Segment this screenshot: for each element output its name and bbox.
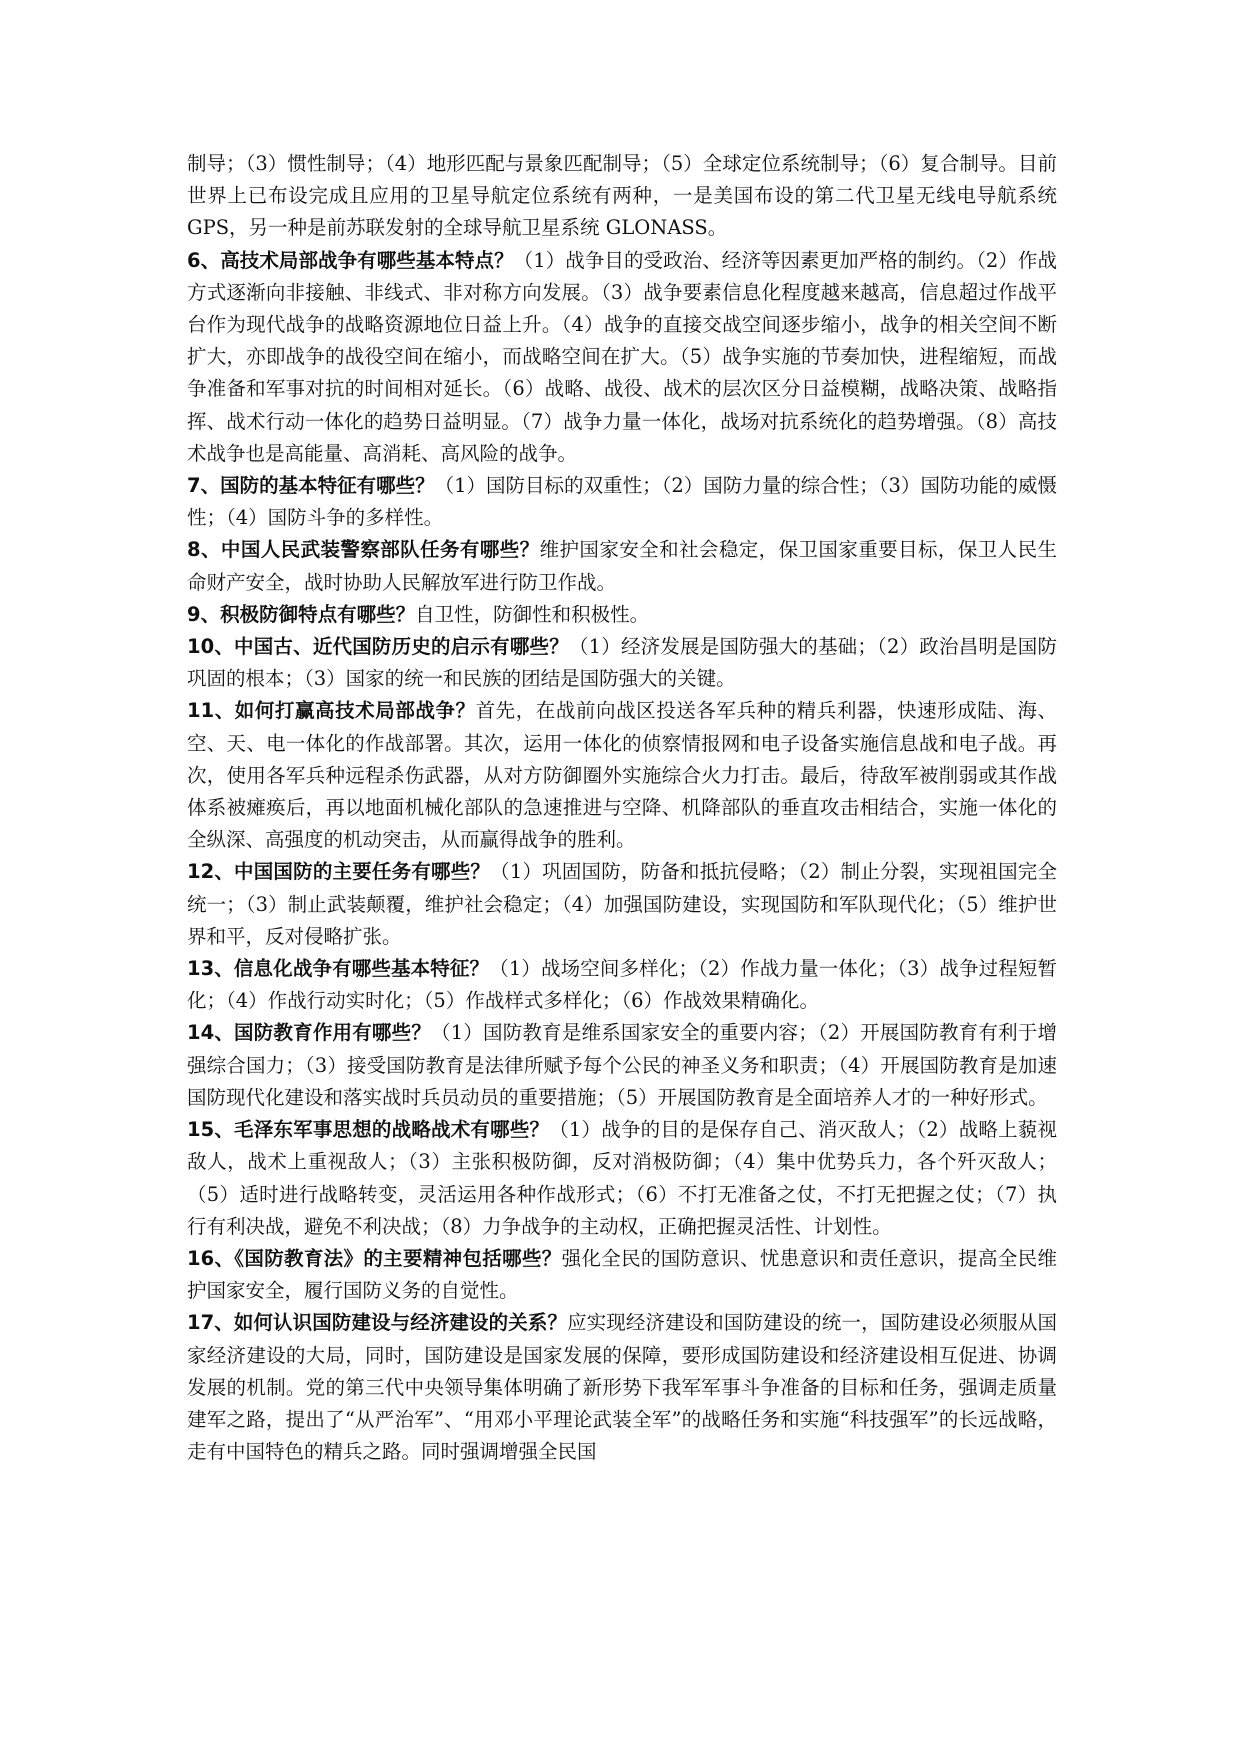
answer-7: （1）国防目标的双重性；（2）国防力量的综合性；（3）国防功能的威慑性；（4）国防斗争的多样性。 [187,474,1057,530]
qa-item-12 [187,856,1057,953]
answer-12: （1）巩固国防，防备和抵抗侵略；（2）制止分裂，实现祖国完全统一；（3）制止武装颠覆，维护社会稳定；（4）加强国防建设，实现国防和军队现代化；（5）维护世界和平，反对侵略扩张。 [187,860,1057,948]
qa-item-6 [187,245,1057,470]
answer-10: （1）经济发展是国防强大的基础；（2）政治昌明是国防巩固的根本；（3）国家的统一和民族的团结是国防强大的关键。 [187,635,1057,691]
question-6: 6、高技术局部战争有哪些基本特点？ [187,248,514,272]
qa-item-16 [187,1243,1057,1307]
question-15: 15、毛泽东军事思想的战略战术有哪些？ [187,1118,550,1142]
question-13: 13、信息化战争有哪些基本特征？ [187,957,490,981]
answer-11: 首先，在战前向战区投送各军兵种的精兵利器，快速形成陆、海、空、天、电一体化的作战部署。其次，运用一体化的侦察情报网和电子设备实施信息战和电子战。再次，使用各军兵种远程杀伤武器，从对方防御圈外实施综合火力打击。最后，待敌军被削弱或其作战体系被瘫痪后，再以地面机械化部队的急速推进与空降、机降部队的垂直攻击相结合，实施一体化的全纵深、高强度的机动突击，从而赢得战争的胜利。 [187,699,1057,852]
question-14: 14、国防教育作用有哪些？ [187,1021,432,1045]
qa-item-9 [187,599,1057,631]
qa-item-7 [187,470,1057,534]
intro-paragraph: 制导；（3）惯性制导；（4）地形匹配与景象匹配制导；（5）全球定位系统制导；（6）复合制导。目前世界上已布设完成且应用的卫星导航定位系统有两种，一是美国布设的第二代卫星无线电导航系统 GPS，另一种是前苏联发射的全球导航卫星系统 GLONASS。 [187,152,1057,240]
question-17: 17、如何认识国防建设与经济建设的关系？ [187,1311,568,1335]
qa-item-17 [187,1307,1057,1468]
question-12: 12、中国国防的主要任务有哪些？ [187,860,491,884]
question-8: 8、中国人民武装警察部队任务有哪些？ [187,538,540,562]
qa-item-14 [187,1017,1057,1114]
answer-15: （1）战争的目的是保存自己、消灭敌人；（2）战略上藐视敌人，战术上重视敌人；（3）主张积极防御，反对消极防御；（4）集中优势兵力，各个歼灭敌人；（5）适时进行战略转变，灵活运用各种作战形式；（6）不打无准备之仗，不打无把握之仗；（7）执行有利决战，避免不利决战；（8）力争战争的主动权，正确把握灵活性、计划性。 [187,1118,1057,1238]
answer-6: （1）战争目的受政治、经济等因素更加严格的制约。（2）作战方式逐渐向非接触、非线式、非对称方向发展。（3）战争要素信息化程度越来越高，信息超过作战平台作为现代战争的战略资源地位日益上升。（4）战争的直接交战空间逐步缩小，战争的相关空间不断扩大，亦即战争的战役空间在缩小，而战略空间在扩大。（5）战争实施的节奏加快，进程缩短，而战争准备和军事对抗的时间相对延长。（6）战略、战役、战术的层次区分日益模糊，战略决策、战略指挥、战术行动一体化的趋势日益明显。（7）战争力量一体化，战场对抗系统化的趋势增强。（8）高技术战争也是高能量、高消耗、高风险的战争。 [187,248,1057,465]
answer-9: 自卫性，防御性和积极性。 [415,602,650,626]
question-10: 10、中国古、近代国防历史的启示有哪些？ [187,635,569,659]
answer-8: 维护国家安全和社会稳定，保卫国家重要目标，保卫人民生命财产安全，战时协助人民解放军进行防卫作战。 [187,538,1057,594]
document-page [187,148,1057,1468]
answer-17: 应实现经济建设和国防建设的统一，国防建设必须服从国家经济建设的大局，同时，国防建设是国家发展的保障，要形成国防建设和经济建设相互促进、协调发展的机制。党的第三代中央领导集体明确了新形势下我军军事斗争准备的目标和任务，强调走质量建军之路，提出了“从严治军”、“用邓小平理论武装全军”的战略任务和实施“科技强军”的长远战略，走有中国特色的精兵之路。同时强调增强全民国 [187,1311,1057,1464]
answer-14: （1）国防教育是维系国家安全的重要内容；（2）开展国防教育有利于增强综合国力；（3）接受国防教育是法律所赋予每个公民的神圣义务和职责；（4）开展国防教育是加速国防现代化建设和落实战时兵员动员的重要措施；（5）开展国防教育是全面培养人才的一种好形式。 [187,1021,1057,1109]
qa-item-8 [187,534,1057,598]
qa-item-13 [187,953,1057,1017]
answer-13: （1）战场空间多样化；（2）作战力量一体化；（3）战争过程短暂化；（4）作战行动实时化；（5）作战样式多样化；（6）作战效果精确化。 [187,957,1057,1013]
qa-item-15 [187,1114,1057,1243]
question-11: 11、如何打赢高技术局部战争？ [187,699,476,723]
qa-item-10 [187,631,1057,695]
question-16: 16、《国防教育法》的主要精神包括哪些？ [187,1246,562,1270]
answer-16: 强化全民的国防意识、忧患意识和责任意识，提高全民维护国家安全，履行国防义务的自觉性。 [187,1246,1057,1303]
qa-item-11 [187,695,1057,856]
question-7: 7、国防的基本特征有哪些？ [187,474,435,498]
question-9: 9、积极防御特点有哪些？ [187,602,416,626]
